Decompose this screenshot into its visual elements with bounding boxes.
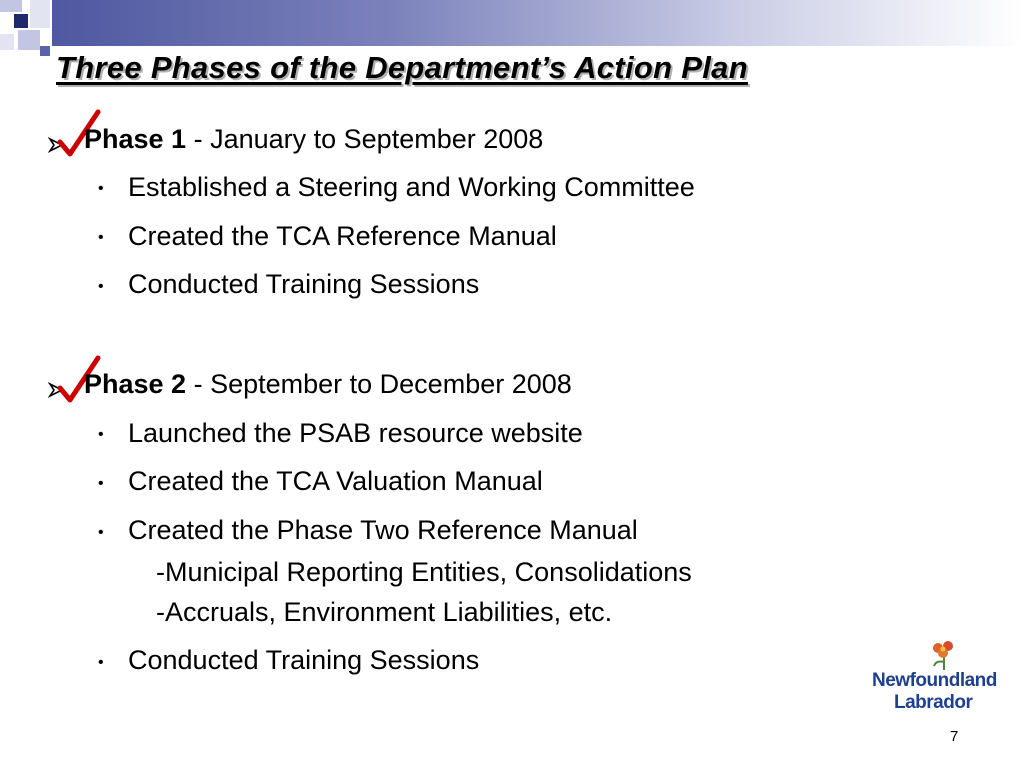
phase-1-label: Phase 1: [84, 124, 187, 154]
bullet-dot: •: [98, 229, 104, 246]
list-item: Created the TCA Valuation Manual: [128, 466, 543, 496]
sub-item: -Municipal Reporting Entities, Consolidations: [156, 557, 692, 587]
list-item: Created the Phase Two Reference Manual: [128, 515, 638, 545]
pitcher-plant-icon: [924, 640, 964, 672]
bullet-dot: •: [98, 180, 104, 197]
slide-title: Three Phases of the Department’s Action Plan: [56, 50, 748, 85]
phase-1-dates: - January to September 2008: [186, 124, 544, 154]
logo-line-2: Labrador: [894, 692, 973, 713]
decor-square-4: [18, 30, 40, 50]
phase-2-label: Phase 2: [84, 369, 187, 399]
phase-1-heading: [84, 124, 543, 155]
decor-square-6: [0, 34, 14, 50]
bullet-dot: •: [98, 278, 104, 295]
logo-line-1: Newfoundland: [872, 670, 997, 691]
list-item: Established a Steering and Working Committee: [128, 172, 695, 202]
phase-2-dates: - September to December 2008: [186, 369, 572, 399]
header-gradient-bar: [52, 0, 1024, 46]
bullet-dot: •: [98, 654, 104, 671]
bullet-dot: •: [98, 426, 104, 443]
list-item: Launched the PSAB resource website: [128, 418, 583, 448]
sub-item: -Accruals, Environment Liabilities, etc.: [156, 597, 613, 627]
list-item: Created the TCA Reference Manual: [128, 221, 557, 251]
decor-square-1: [14, 14, 28, 28]
bullet-dot: •: [98, 475, 104, 492]
decor-square-5: [40, 46, 50, 56]
page-number: 7: [950, 728, 959, 745]
list-item: Conducted Training Sessions: [128, 645, 480, 675]
list-item: Conducted Training Sessions: [128, 269, 480, 299]
decor-square-2: [0, 0, 22, 12]
phase-2-heading: [84, 369, 572, 400]
decor-square-3: [30, 0, 50, 28]
newfoundland-labrador-logo: [868, 640, 1000, 716]
bullet-dot: •: [98, 524, 104, 541]
